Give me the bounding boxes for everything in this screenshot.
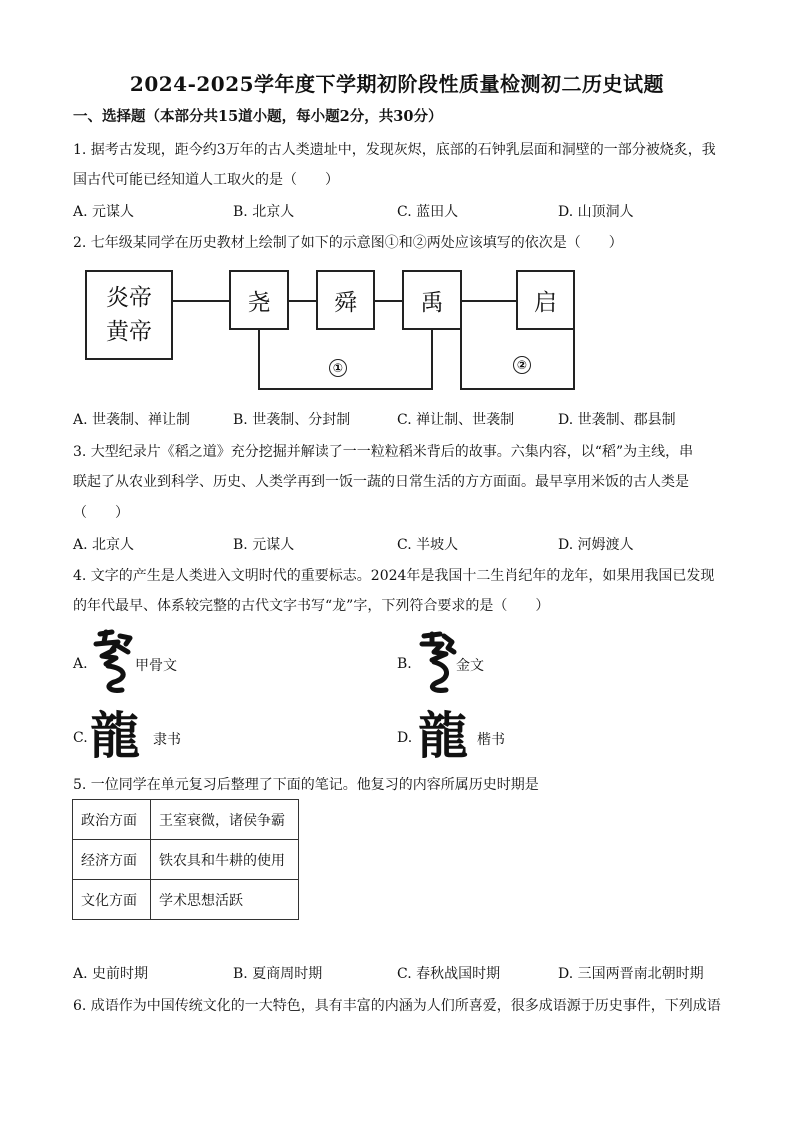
q2-option-d[interactable]: D. 世袭制、郡县制 — [558, 412, 676, 428]
diagram-box-qi: 启 — [516, 270, 575, 330]
q4-option-a-label: 甲骨文 — [135, 658, 177, 674]
q1-option-a[interactable]: A. 元谋人 — [73, 204, 135, 220]
q2-option-a[interactable]: A. 世袭制、禅让制 — [73, 412, 191, 428]
diagram-box-yandi-huangdi — [85, 270, 173, 360]
question-5-line-1: 5. 一位同学在单元复习后整理了下面的笔记。他复习的内容所属历史时期是 — [73, 777, 539, 793]
diagram-box-1-line-2: 黄帝 — [106, 319, 152, 345]
question-2-line-1: 2. 七年级某同学在历史教材上绘制了如下的示意图①和②两处应该填写的依次是（ ） — [73, 235, 623, 251]
q4-option-d-label: 楷书 — [477, 732, 505, 748]
table-cell-aspect: 经济方面 — [73, 840, 151, 880]
question-3-line-2: 联起了从农业到科学、历史、人类学再到一饭一蔬的日常生活的方方面面。最早享用米饭的古人类是 — [73, 474, 689, 490]
question-1-line-2: 国古代可能已经知道人工取火的是（ ） — [73, 172, 339, 188]
diagram-box-yu: 禹 — [402, 270, 462, 330]
q4-option-b-label: 金文 — [456, 658, 484, 674]
q3-option-b[interactable]: B. 元谋人 — [233, 537, 295, 553]
diagram-box-shun: 舜 — [316, 270, 375, 330]
succession-diagram — [85, 268, 585, 394]
table-row — [73, 840, 299, 880]
bracket-1-left — [258, 330, 260, 390]
table-cell-aspect: 文化方面 — [73, 880, 151, 920]
table-cell-content: 铁农具和牛耕的使用 — [151, 840, 299, 880]
q4-option-c-letter[interactable]: C. — [73, 730, 88, 746]
diagram-box-yao: 尧 — [229, 270, 289, 330]
q2-option-c[interactable]: C. 禅让制、世袭制 — [397, 412, 515, 428]
question-4-line-2: 的年代最早、体系较完整的古代文字书写“龙”字，下列符合要求的是（ ） — [73, 598, 550, 614]
bronze-dragon-glyph — [418, 630, 458, 696]
q5-option-d[interactable]: D. 三国两晋南北朝时期 — [558, 966, 704, 982]
q5-option-a[interactable]: A. 史前时期 — [73, 966, 149, 982]
q4-option-a-letter[interactable]: A. — [73, 656, 88, 672]
q4-option-c-label: 隶书 — [153, 732, 181, 748]
table-row — [73, 800, 299, 840]
section-heading: 一、选择题（本部分共15道小题，每小题2分，共30分） — [73, 108, 443, 125]
question-3-line-1: 3. 大型纪录片《稻之道》充分挖掘并解读了一一粒粒稻米背后的故事。六集内容，以“稻”为主线，串 — [73, 444, 694, 460]
clerical-dragon-char: 龍 — [90, 706, 140, 765]
table-cell-aspect: 政治方面 — [73, 800, 151, 840]
table-cell-content: 王室衰微，诸侯争霸 — [151, 800, 299, 840]
bracket-2-right — [573, 330, 575, 390]
q4-option-d-letter[interactable]: D. — [397, 730, 413, 746]
diagram-connector — [462, 300, 516, 302]
table-cell-content: 学术思想活跃 — [151, 880, 299, 920]
q3-option-d[interactable]: D. 河姆渡人 — [558, 537, 634, 553]
bracket-2-left — [460, 330, 462, 390]
regular-dragon-char: 龍 — [418, 706, 468, 765]
q3-option-c[interactable]: C. 半坡人 — [397, 537, 459, 553]
q5-option-b[interactable]: B. 夏商周时期 — [233, 966, 323, 982]
q1-option-b[interactable]: B. 北京人 — [233, 204, 295, 220]
diagram-connector — [289, 300, 316, 302]
diagram-connector — [173, 300, 229, 302]
marker-2: ② — [513, 356, 531, 374]
review-notes-table — [72, 799, 299, 920]
marker-1: ① — [329, 359, 347, 377]
q5-option-c[interactable]: C. 春秋战国时期 — [397, 966, 501, 982]
question-1-line-1: 1. 据考古发现，距今约3万年的古人类遗址中，发现灰烬，底部的石钟乳层面和洞壁的一部分被烧炙，我 — [73, 142, 716, 158]
q1-option-d[interactable]: D. 山顶洞人 — [558, 204, 634, 220]
q1-option-c[interactable]: C. 蓝田人 — [397, 204, 459, 220]
question-3-line-3: （ ） — [73, 505, 129, 521]
q4-option-b-letter[interactable]: B. — [397, 656, 412, 672]
bracket-2-bottom — [460, 388, 575, 390]
page-title: 2024-2025学年度下学期初阶段性质量检测初二历史试题 — [129, 72, 665, 96]
diagram-box-1-line-1: 炎帝 — [106, 285, 152, 311]
diagram-connector — [375, 300, 402, 302]
question-6-line-1: 6. 成语作为中国传统文化的一大特色，具有丰富的内涵为人们所喜爱，很多成语源于历史事件，下列成语 — [73, 998, 721, 1014]
table-row — [73, 880, 299, 920]
question-4-line-1: 4. 文字的产生是人类进入文明时代的重要标志。2024年是我国十二生肖纪年的龙年，如果用我国已发现 — [73, 568, 715, 584]
oracle-bone-dragon-glyph — [92, 628, 136, 698]
q3-option-a[interactable]: A. 北京人 — [73, 537, 135, 553]
bracket-1-bottom — [258, 388, 433, 390]
q2-option-b[interactable]: B. 世袭制、分封制 — [233, 412, 351, 428]
bracket-1-right — [431, 330, 433, 390]
